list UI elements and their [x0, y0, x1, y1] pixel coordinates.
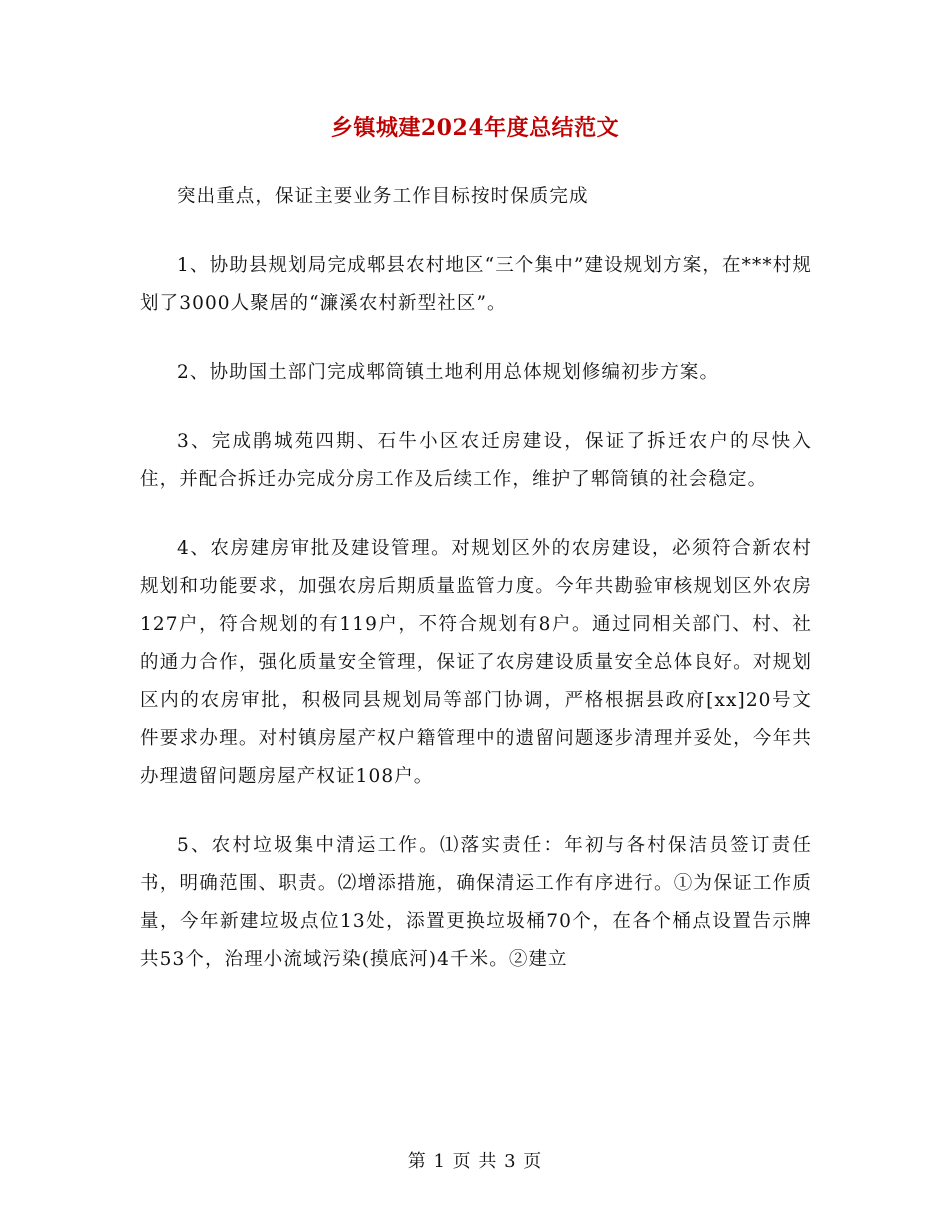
paragraph-item-5: 5、农村垃圾集中清运工作。⑴落实责任：年初与各村保洁员签订责任书，明确范围、职责。⑵增添措施，确保清运工作有序进行。①为保证工作质量，今年新建垃圾点位13处，添置更换垃圾桶70个，在各个桶点设置告示牌共53个，治理小流域污染(摸底河)4千米。②建立 — [140, 835, 812, 970]
document-title: 乡镇城建2024年度总结范文 — [330, 115, 620, 141]
paragraph-item-2: 2、协助国土部门完成郫筒镇土地利用总体规划修编初步方案。 — [177, 362, 720, 383]
paragraph-item-1: 1、协助县规划局完成郫县农村地区“三个集中”建设规划方案，在***村规划了3000人聚居的“濂溪农村新型社区”。 — [140, 255, 812, 314]
paragraph-item-4: 4、农房建房审批及建设管理。对规划区外的农房建设，必须符合新农村规划和功能要求，加强农房后期质量监管力度。今年共勘验审核规划区外农房127户，符合规划的有119户，不符合规划有8户。通过同相关部门、村、社的通力合作，强化质量安全管理，保证了农房建设质量安全总体良好。对规划区内的农房审批，积极同县规划局等部门协调，严格根据县政府[xx]20号文件要求办理。对村镇房屋产权户籍管理中的遗留问题逐步清理并妥处，今年共办理遗留问题房屋产权证108户。 — [140, 538, 812, 787]
document-body — [140, 178, 812, 1010]
paragraph-item-3: 3、完成鹃城苑四期、石牛小区农迁房建设，保证了拆迁农户的尽快入住，并配合拆迁办完成分房工作及后续工作，维护了郫筒镇的社会稳定。 — [140, 431, 812, 490]
page-number-footer: 第 1 页 共 3 页 — [407, 1151, 543, 1172]
paragraph-heading: 突出重点，保证主要业务工作目标按时保质完成 — [177, 186, 589, 207]
